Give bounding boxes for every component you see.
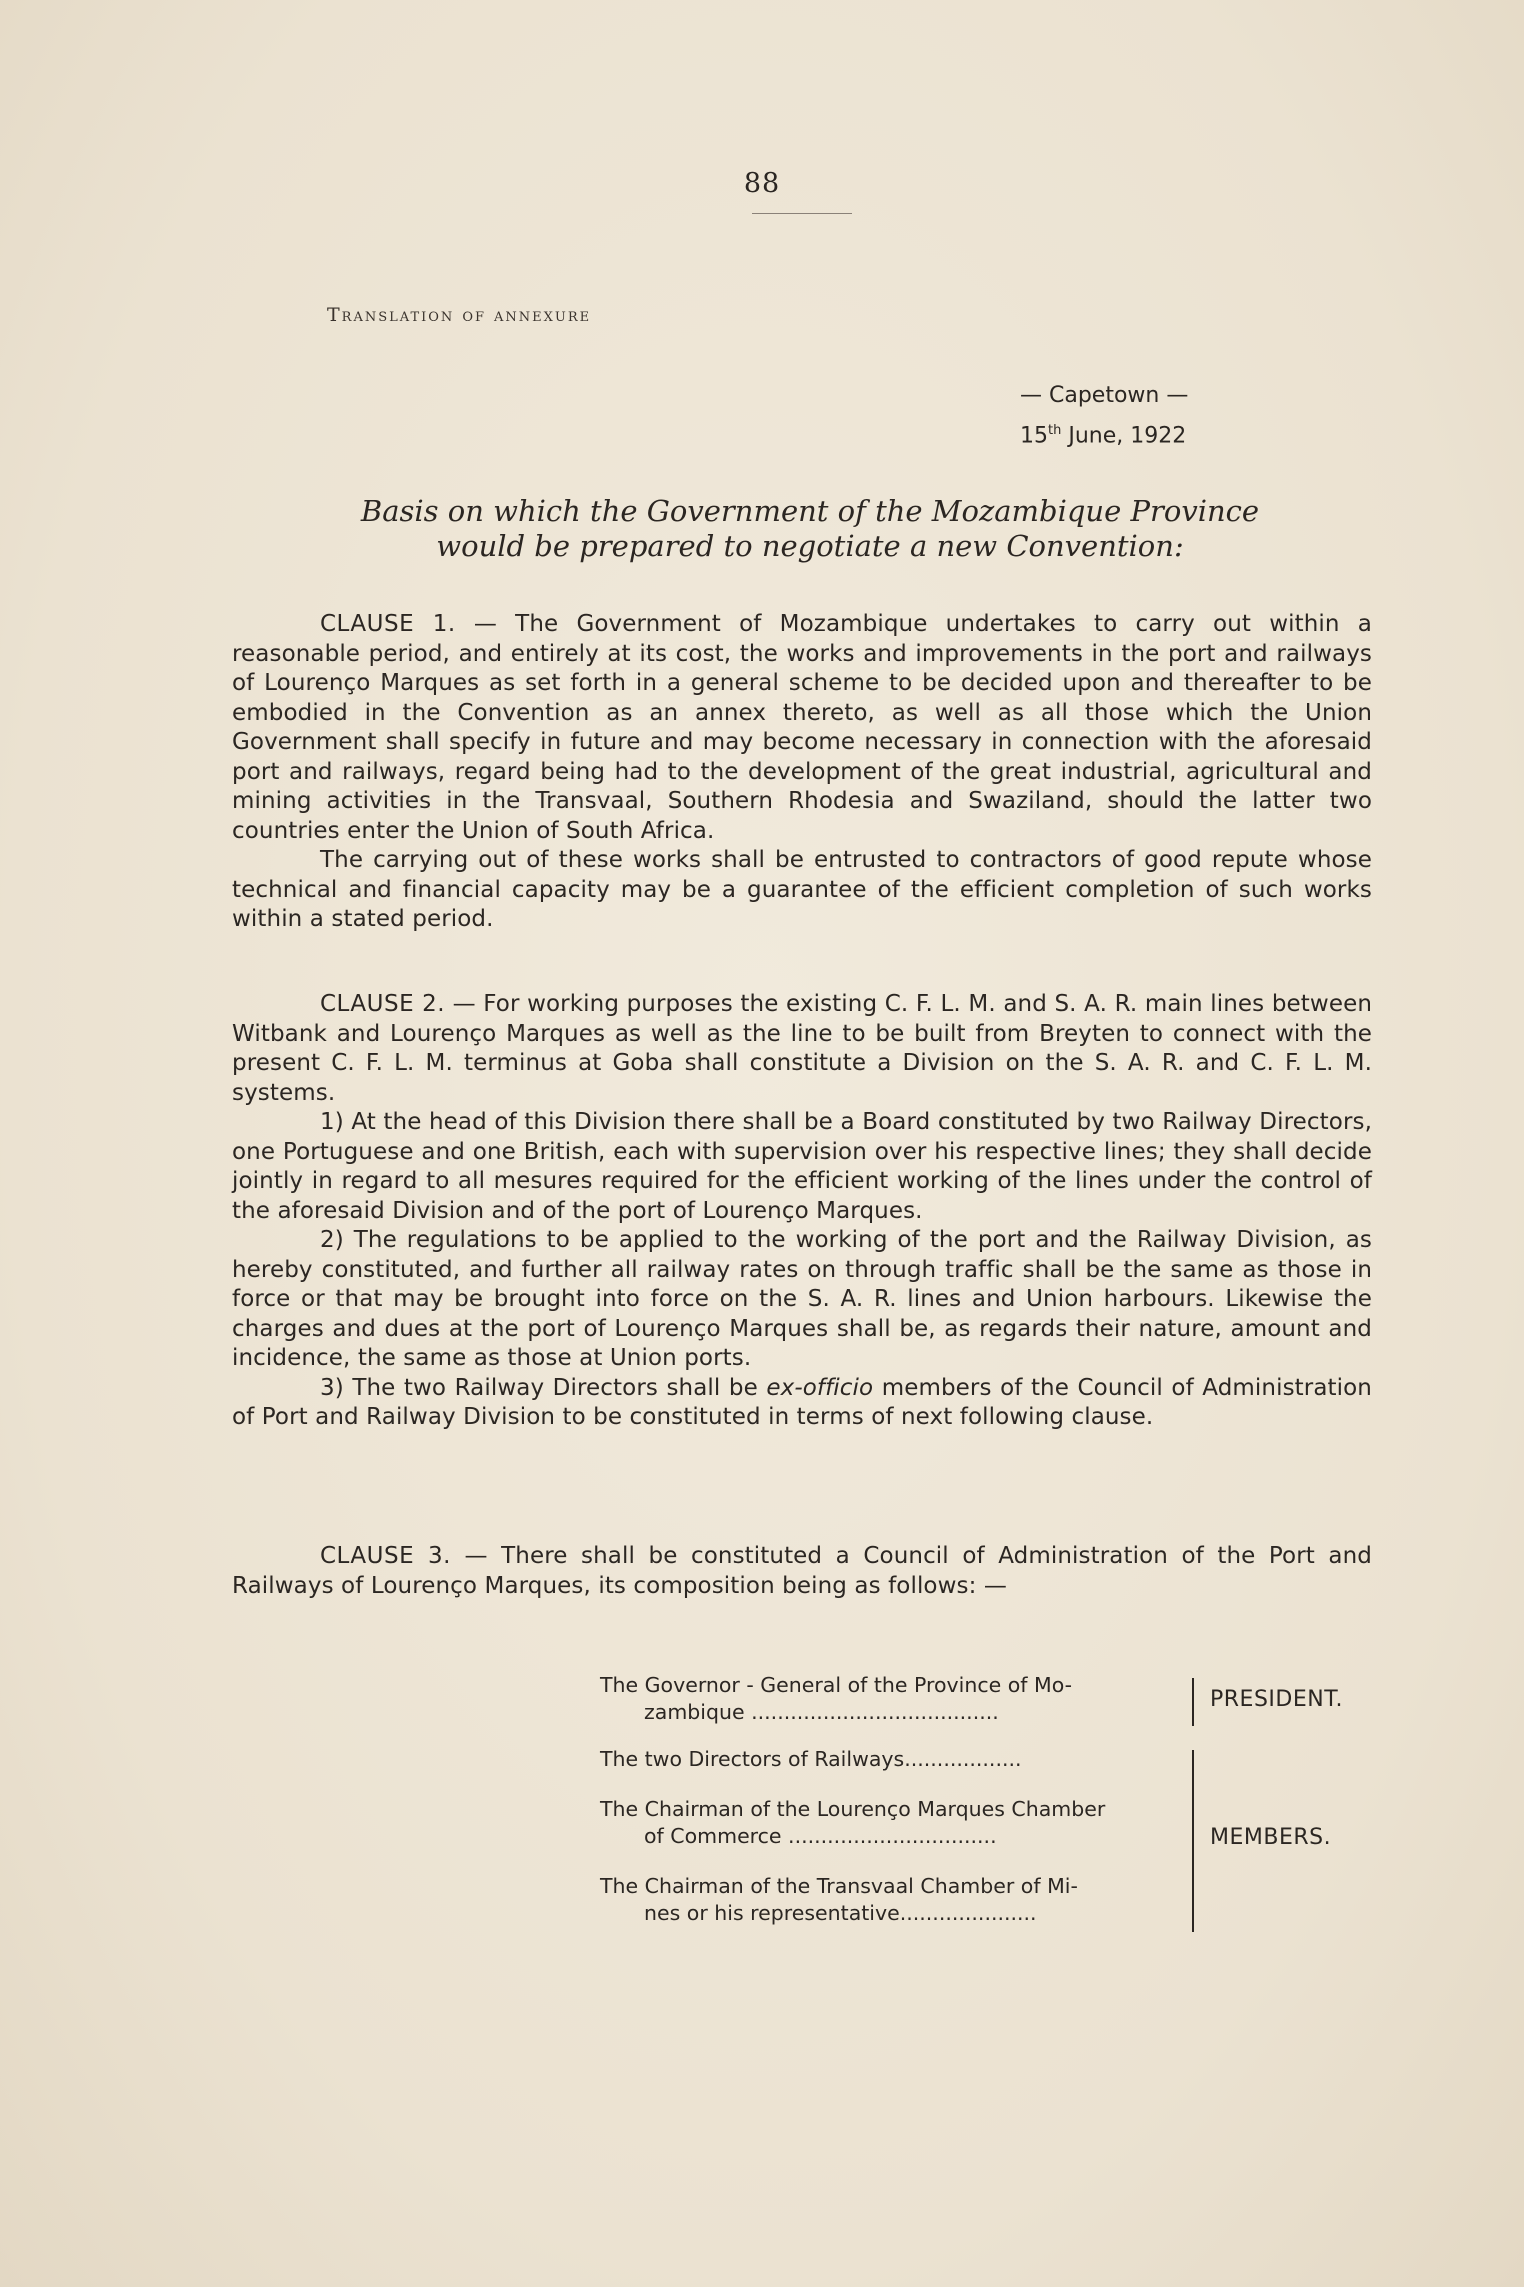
clause-2-paragraph-1: [232, 990, 1372, 1108]
president-label: PRESIDENT.: [1210, 1687, 1344, 1712]
members-bracket: [1192, 1750, 1194, 1932]
clause-3-text: — There shall be constituted a Council of Administration of the Port and Railways of Lourenço Marques, its composition being as follows: —: [232, 1543, 1373, 1599]
subtitle-line-1: Basis on which the Government of the Mozambique Province: [360, 494, 1260, 528]
commerce-line-2: of Commerce ................................: [644, 1824, 997, 1848]
clause-3-paragraph-1: [232, 1542, 1372, 1601]
date-day: 15: [1020, 423, 1048, 449]
mines-line-1: The Chairman of the Transvaal Chamber of Mi-: [600, 1874, 1078, 1898]
clause-2-item-1: 1) At the head of this Division there shall be a Board constituted by two Railway Directors, one Portuguese and one British, each with supervision over his respective lines; they shall decide jointly in regard to all mesures required for the efficient working of the lines under the control of the aforesaid Division and of the port of Lourenço Marques.: [232, 1109, 1372, 1224]
governor-line-2: zambique ......................................: [644, 1700, 999, 1724]
commerce-line-1: The Chairman of the Lourenço Marques Chamber: [600, 1797, 1106, 1821]
page-number: 88: [743, 168, 781, 199]
clause-1-label: CLAUSE 1.: [320, 611, 456, 637]
clause-1-paragraph-2: The carrying out of these works shall be entrusted to contractors of good repute whose technical and financial capacity may be a guarantee of the efficient completion of such works within a stated period.: [232, 847, 1372, 932]
clause-1-text: — The Government of Mozambique undertakes to carry out within a reasonable period, and entirely at its cost, the works and improvements in the port and railways of Lourenço Marques as set forth in a general scheme to be decided upon and thereafter to be embodied in the Convention as an annex thereto, as well as all those which the Union Government shall specify in future and may become necessary in connection with the aforesaid port and railways, regard being had to the development of the great industrial, agricultural and mining activities in the Transvaal, Southern Rhodesia and Swaziland, should the latter two countries enter the Union of South Africa.: [232, 611, 1372, 844]
clause-1: [232, 610, 1372, 935]
clause-2-text: — For working purposes the existing C. F. L. M. and S. A. R. main lines between Witbank and Lourenço Marques as well as the line to be built from Breyten to connect with the present C. F. L. M. terminus at Goba shall constitute a Division on the S. A. R. and C. F. L. M. systems.: [232, 991, 1373, 1106]
document-subtitle: [330, 494, 1290, 564]
clause-2-item-2: 2) The regulations to be applied to the working of the port and the Railway Division, as hereby constituted, and further all railway rates on through traffic shall be the same as those in force or that may be brought into force on the S. A. R. lines and Union harbours. Likewise the charges and dues at the port of Lourenço Marques shall be, as regards their nature, amount and incidence, the same as those at Union ports.: [232, 1227, 1372, 1371]
clause-3: [232, 1542, 1372, 1601]
dateline-date: [1020, 413, 1220, 453]
clause-1-paragraph-1: [232, 610, 1372, 846]
directors-line-1: The two Directors of Railways..................: [600, 1747, 1022, 1771]
council-row-governor: [600, 1672, 1178, 1726]
clause-3-label: CLAUSE 3.: [320, 1543, 451, 1569]
clause-2-item-3-end: members of the Council of Administration of Port and Railway Division to be constituted in terms of next following clause.: [232, 1374, 1372, 1430]
date-rest: June, 1922: [1061, 423, 1187, 449]
governor-line-1: The Governor - General of the Province of Mo-: [600, 1673, 1073, 1697]
clause-2-label: CLAUSE 2.: [320, 991, 446, 1017]
clause-2-item-3-start: 3) The two Railway Directors shall be: [320, 1374, 767, 1401]
section-heading: Translation of annexure: [327, 304, 592, 326]
mines-line-2: nes or his representative.....................: [644, 1901, 1037, 1925]
members-label: MEMBERS.: [1210, 1825, 1332, 1850]
date-suffix: th: [1048, 423, 1062, 438]
council-row-mines: [600, 1873, 1178, 1927]
clause-2-item-3: [232, 1374, 1372, 1433]
council-row-commerce: [600, 1796, 1178, 1850]
council-row-directors: [600, 1746, 1178, 1773]
subtitle-line-2: would be prepared to negotiate a new Convention:: [436, 529, 1184, 563]
dateline: [1020, 378, 1220, 453]
ex-officio-term: ex-officio: [766, 1374, 874, 1401]
page-number-rule: [752, 213, 852, 214]
clause-2: [232, 990, 1372, 1433]
dateline-place: — Capetown —: [1020, 383, 1189, 408]
president-bracket: [1192, 1678, 1194, 1726]
